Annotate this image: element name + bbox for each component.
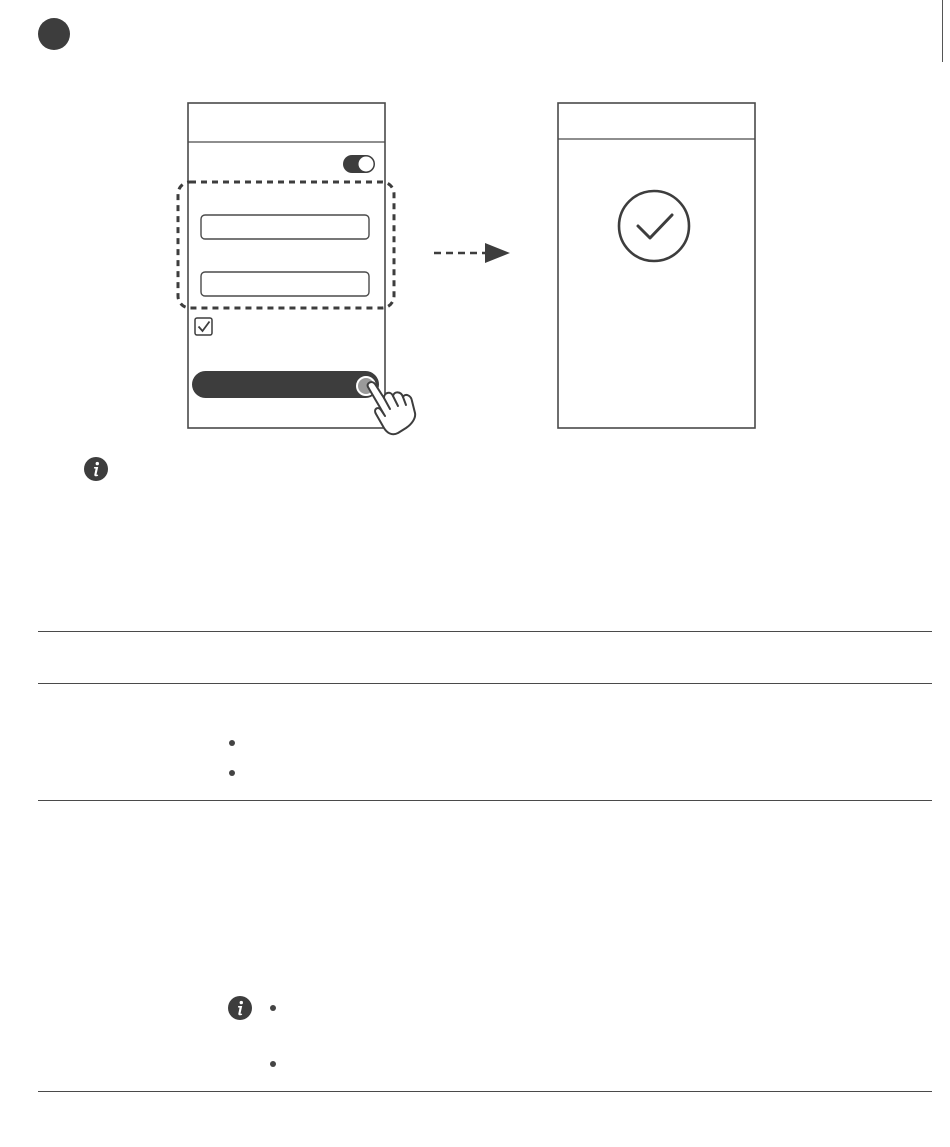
toggle-on-icon[interactable] xyxy=(343,155,375,173)
info-icon xyxy=(84,457,108,481)
wifi-name-field[interactable] xyxy=(201,215,369,239)
list-bullet xyxy=(229,770,235,776)
list-bullet xyxy=(270,1005,276,1011)
dashed-arrow-right-icon xyxy=(434,243,510,263)
list-bullet xyxy=(229,740,235,746)
table-rule-top xyxy=(38,631,932,632)
phone-screen-login xyxy=(178,103,394,428)
table-rule-header xyxy=(38,683,932,684)
checkbox-checked-icon[interactable] xyxy=(195,318,212,335)
phone-screen-success xyxy=(558,103,755,428)
info-icon xyxy=(228,996,252,1020)
table-rule-row1 xyxy=(38,800,932,801)
table-rule-bottom xyxy=(38,1091,932,1092)
check-circle-icon xyxy=(619,191,689,261)
setup-illustration xyxy=(0,0,950,460)
next-button[interactable] xyxy=(192,371,379,398)
list-bullet xyxy=(270,1061,276,1067)
wifi-password-field[interactable] xyxy=(201,272,369,296)
